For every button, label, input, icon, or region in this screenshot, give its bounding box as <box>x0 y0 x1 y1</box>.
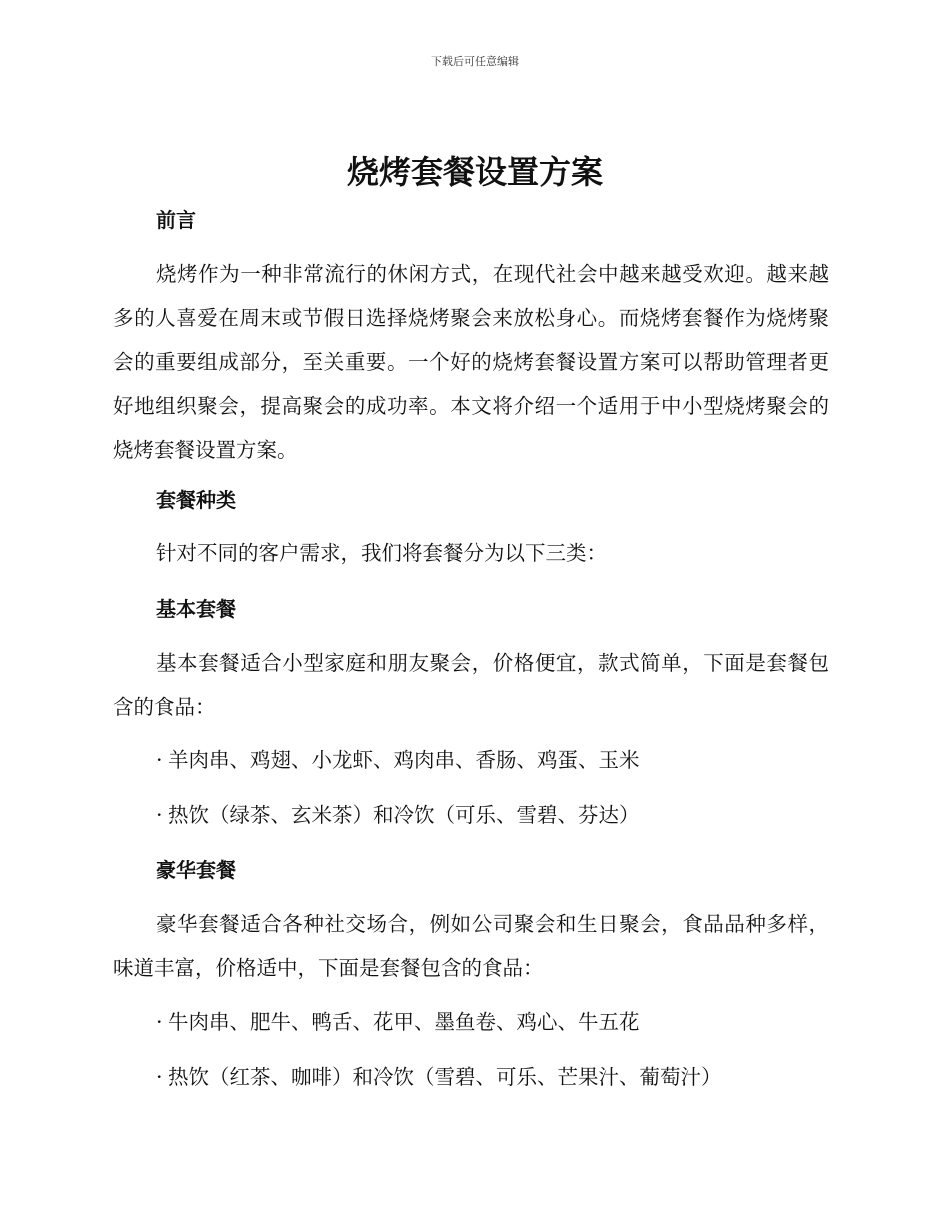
bullet-marker: · <box>156 748 163 772</box>
list-item <box>156 1007 640 1037</box>
section-heading-basic: 基本套餐 <box>156 597 236 621</box>
list-item-text: 热饮（红茶、咖啡）和冷饮（雪碧、可乐、芒果汁、葡萄汁） <box>168 1065 722 1089</box>
paragraph-deluxe: 豪华套餐适合各种社交场合，例如公司聚会和生日聚会，食品品种多样，味道丰富，价格适中，下面是套餐包含的食品： <box>113 912 829 980</box>
page-header-note: 下载后可任意编辑 <box>431 55 519 68</box>
paragraph-types: 针对不同的客户需求，我们将套餐分为以下三类： <box>156 541 607 565</box>
document-title: 烧烤套餐设置方案 <box>346 153 603 191</box>
list-item-text: 牛肉串、肥牛、鸭舌、花甲、墨鱼卷、鸡心、牛五花 <box>168 1010 640 1034</box>
bullet-marker: · <box>156 1010 163 1034</box>
bullet-marker: · <box>156 1065 163 1089</box>
list-item-text: 热饮（绿茶、玄米茶）和冷饮（可乐、雪碧、芬达） <box>168 803 640 827</box>
list-item <box>156 1062 722 1092</box>
section-heading-deluxe: 豪华套餐 <box>156 858 236 882</box>
section-heading-preface: 前言 <box>156 208 196 232</box>
paragraph-preface: 烧烤作为一种非常流行的休闲方式，在现代社会中越来越受欢迎。越来越多的人喜爱在周末或节假日选择烧烤聚会来放松身心。而烧烤套餐作为烧烤聚会的重要组成部分，至关重要。一个好的烧烤套餐设置方案可以帮助管理者更好地组织聚会，提高聚会的成功率。本文将介绍一个适用于中小型烧烤聚会的烧烤套餐设置方案。 <box>113 262 829 462</box>
paragraph-basic: 基本套餐适合小型家庭和朋友聚会，价格便宜，款式简单，下面是套餐包含的食品： <box>113 651 829 719</box>
bullet-marker: · <box>156 803 163 827</box>
section-heading-types: 套餐种类 <box>156 488 236 512</box>
list-item <box>156 745 640 775</box>
list-item-text: 羊肉串、鸡翅、小龙虾、鸡肉串、香肠、鸡蛋、玉米 <box>168 748 640 772</box>
list-item <box>156 800 640 830</box>
